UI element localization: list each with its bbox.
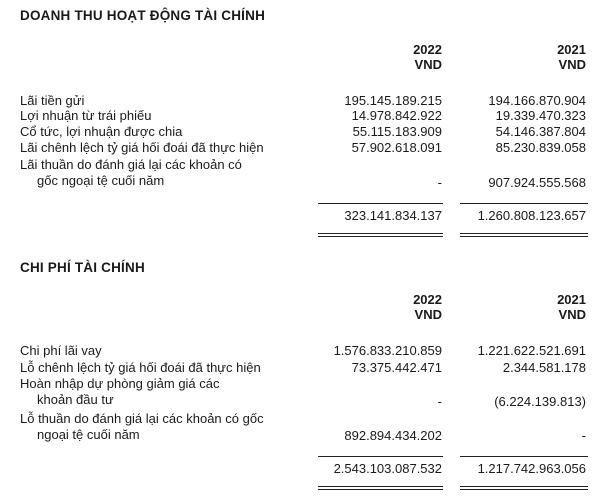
row-value-2021: 1.221.622.521.691 xyxy=(477,343,586,358)
row-value-2022: - xyxy=(437,175,442,190)
row-value-2022: 1.576.833.210.859 xyxy=(333,343,442,358)
row-value-2022: 195.145.189.215 xyxy=(344,93,442,108)
total-double-rule-2021-b xyxy=(460,236,588,237)
row-value-2022: 892.894.434.202 xyxy=(344,428,442,443)
row-value-2021: 2.344.581.178 xyxy=(502,360,586,375)
row-value-2021: 194.166.870.904 xyxy=(488,93,586,108)
total-double-rule-2021-b xyxy=(460,489,588,490)
col-header-2021 xyxy=(557,42,586,72)
row-label: Lỗ chênh lệch tỷ giá hối đoái đã thực hiện xyxy=(20,360,261,375)
col-unit-2021: VND xyxy=(558,307,586,322)
col-header-2022 xyxy=(413,292,442,322)
total-2021: 1.217.742.963.056 xyxy=(477,461,586,476)
total-double-rule-2022-b xyxy=(318,489,443,490)
subtotal-rule-2022 xyxy=(318,203,443,204)
col-year-2022: 2022 xyxy=(413,292,442,307)
row-value-2022: 14.978.842.922 xyxy=(351,108,442,123)
total-double-rule-2022-a xyxy=(318,233,443,234)
col-year-2022: 2022 xyxy=(413,42,442,57)
col-unit-2022: VND xyxy=(414,307,442,322)
subtotal-rule-2021 xyxy=(460,456,588,457)
col-header-2022 xyxy=(413,42,442,72)
row-value-2021: 85.230.839.058 xyxy=(495,140,586,155)
total-double-rule-2021-a xyxy=(460,233,588,234)
col-year-2021: 2021 xyxy=(557,42,586,57)
row-label: Hoàn nhập dự phòng giảm giá các xyxy=(20,376,220,391)
total-double-rule-2022-a xyxy=(318,486,443,487)
subtotal-rule-2021 xyxy=(460,203,588,204)
col-header-2021 xyxy=(557,292,586,322)
row-value-2021: - xyxy=(581,428,586,443)
row-label: Lỗ thuần do đánh giá lại các khoản có gốc xyxy=(20,411,264,426)
row-value-2021: 19.339.470.323 xyxy=(495,108,586,123)
row-label: Chi phí lãi vay xyxy=(20,343,102,358)
row-value-2021: (6.224.139.813) xyxy=(494,394,586,409)
col-year-2021: 2021 xyxy=(557,292,586,307)
section-title-revenue: DOANH THU HOẠT ĐỘNG TÀI CHÍNH xyxy=(20,8,266,23)
row-label: Lãi tiền gửi xyxy=(20,93,85,108)
row-value-2022: - xyxy=(437,394,442,409)
total-double-rule-2022-b xyxy=(318,236,443,237)
row-value-2022: 57.902.618.091 xyxy=(351,140,442,155)
col-unit-2022: VND xyxy=(414,57,442,72)
row-value-2022: 55.115.183.909 xyxy=(352,124,442,139)
row-label: Lợi nhuận từ trái phiếu xyxy=(20,108,152,123)
row-label-cont: khoản đầu tư xyxy=(37,392,114,407)
row-label: Cổ tức, lợi nhuận được chia xyxy=(20,124,183,139)
total-2022: 2.543.103.087.532 xyxy=(333,461,442,476)
row-value-2021: 907.924.555.568 xyxy=(488,175,586,190)
total-2021: 1.260.808.123.657 xyxy=(477,208,586,223)
section-title-expense: CHI PHÍ TÀI CHÍNH xyxy=(20,260,145,275)
row-label-cont: ngoại tệ cuối năm xyxy=(37,427,140,442)
row-label: Lãi chênh lệch tỷ giá hối đoái đã thực hiện xyxy=(20,140,264,155)
total-double-rule-2021-a xyxy=(460,486,588,487)
total-2022: 323.141.834.137 xyxy=(344,208,442,223)
row-label: Lãi thuần do đánh giá lại các khoản có xyxy=(20,157,242,172)
row-label-cont: gốc ngoại tệ cuối năm xyxy=(37,173,165,188)
subtotal-rule-2022 xyxy=(318,456,443,457)
row-value-2022: 73.375.442.471 xyxy=(351,360,442,375)
row-value-2021: 54.146.387.804 xyxy=(495,124,586,139)
col-unit-2021: VND xyxy=(558,57,586,72)
